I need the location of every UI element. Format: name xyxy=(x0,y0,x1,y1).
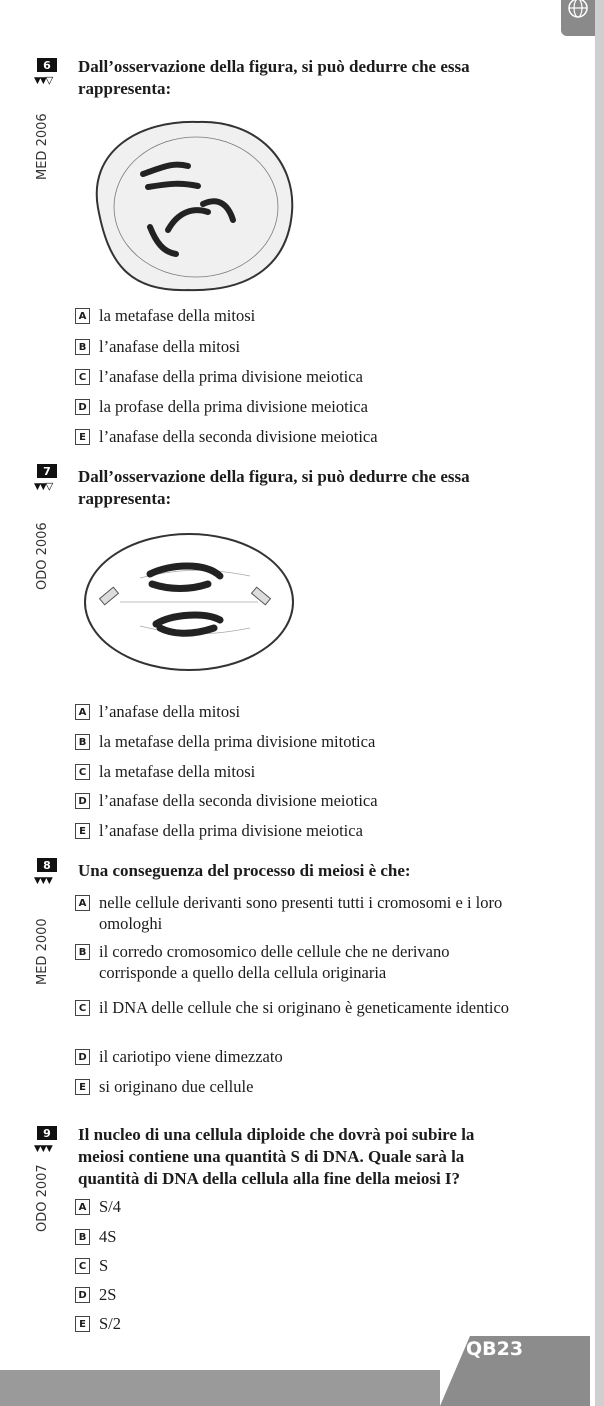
source-label: MED 2006 xyxy=(35,113,50,180)
option-c[interactable]: C S xyxy=(75,1255,515,1276)
cell-figure xyxy=(80,528,298,676)
option-a[interactable]: A la metafase della mitosi xyxy=(75,305,515,326)
question-title: Una conseguenza del processo di meiosi è che: xyxy=(78,861,411,880)
difficulty-icon: ▼▼▼ xyxy=(34,482,52,492)
question-number: 9 xyxy=(37,1126,57,1140)
globe-icon[interactable] xyxy=(561,0,595,36)
option-d[interactable]: D 2S xyxy=(75,1284,515,1305)
option-a[interactable]: A nelle cellule derivanti sono presenti tutti i cromosomi e i loro omologhi xyxy=(75,892,515,934)
difficulty-icon: ▼▼▼ xyxy=(34,76,52,86)
option-b[interactable]: B l’anafase della mitosi xyxy=(75,336,515,357)
option-e[interactable]: E S/2 xyxy=(75,1313,515,1334)
difficulty-icon: ▼▼▼ xyxy=(34,1144,52,1154)
option-b[interactable]: B il corredo cromosomico delle cellule che ne derivano corrisponde a quello della cellula originaria xyxy=(75,941,515,983)
option-c[interactable]: C il DNA delle cellule che si originano è geneticamente identico xyxy=(75,997,515,1018)
page-code: QB23 xyxy=(466,1338,524,1360)
question-number: 6 xyxy=(37,58,57,72)
option-d[interactable]: D il cariotipo viene dimezzato xyxy=(75,1046,515,1067)
option-a[interactable]: A l’anafase della mitosi xyxy=(75,701,515,722)
option-a[interactable]: A S/4 xyxy=(75,1196,515,1217)
question-title: Dall’osservazione della figura, si può dedurre che essa rappresenta: xyxy=(78,57,470,98)
option-b[interactable]: B 4S xyxy=(75,1226,515,1247)
option-e[interactable]: E si originano due cellule xyxy=(75,1076,515,1097)
footer-bar xyxy=(0,1370,440,1406)
source-label: MED 2000 xyxy=(35,918,50,985)
question-number: 7 xyxy=(37,464,57,478)
option-c[interactable]: C la metafase della mitosi xyxy=(75,761,515,782)
option-e[interactable]: E l’anafase della prima divisione meiotica xyxy=(75,820,515,841)
difficulty-icon: ▼▼▼ xyxy=(34,876,52,886)
question-number: 8 xyxy=(37,858,57,872)
option-e[interactable]: E l’anafase della seconda divisione meiotica xyxy=(75,426,515,447)
cell-figure xyxy=(68,112,300,298)
question-title: Dall’osservazione della figura, si può dedurre che essa rappresenta: xyxy=(78,467,470,508)
source-label: ODO 2006 xyxy=(35,522,50,590)
option-c[interactable]: C l’anafase della prima divisione meiotica xyxy=(75,366,515,387)
option-d[interactable]: D la profase della prima divisione meiotica xyxy=(75,396,515,417)
source-label: ODO 2007 xyxy=(35,1164,50,1232)
option-d[interactable]: D l’anafase della seconda divisione meiotica xyxy=(75,790,515,811)
option-b[interactable]: B la metafase della prima divisione mitotica xyxy=(75,731,515,752)
page-edge xyxy=(595,0,604,1406)
question-title: Il nucleo di una cellula diploide che dovrà poi subire la meiosi contiene una quantità S di DNA. Quale sarà la quantità di DNA della cellula alla fine della meiosi I? xyxy=(78,1125,475,1188)
